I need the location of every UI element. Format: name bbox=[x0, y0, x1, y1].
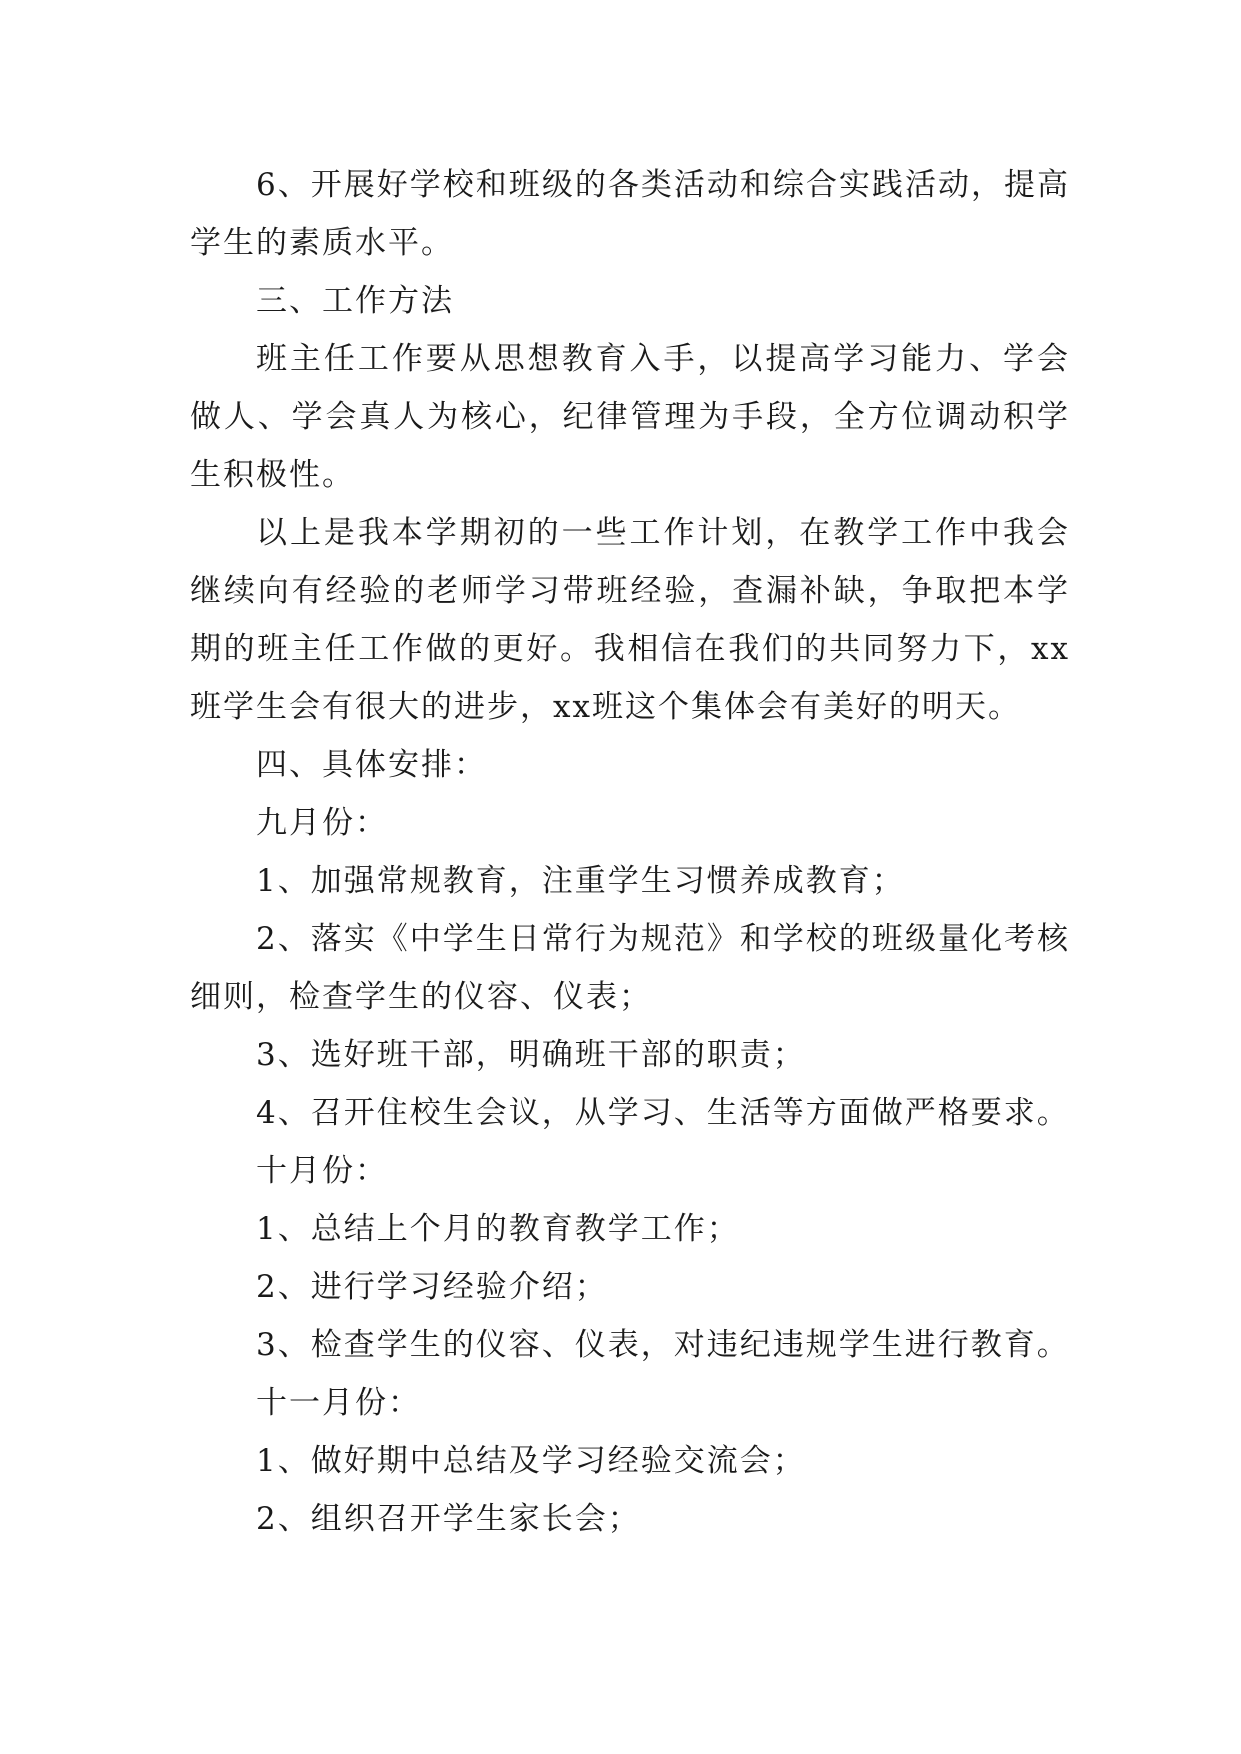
list-item: 1、总结上个月的教育教学工作； bbox=[256, 1211, 740, 1247]
heading-september: 九月份： bbox=[256, 805, 388, 841]
paragraph-activities: 6、开展好学校和班级的各类活动和综合实践活动，提高学生的素质水平。 bbox=[190, 167, 1070, 261]
heading-work-methods: 三、工作方法 bbox=[256, 283, 454, 319]
list-item: 3、检查学生的仪容、仪表，对违纪违规学生进行教育。 bbox=[256, 1327, 1070, 1363]
document-body bbox=[190, 156, 1070, 1548]
paragraph-methods: 班主任工作要从思想教育入手，以提高学习能力、学会做人、学会真人为核心，纪律管理为手段，全方位调动积学生积极性。 bbox=[190, 341, 1070, 493]
paragraph-conclusion: 以上是我本学期初的一些工作计划，在教学工作中我会继续向有经验的老师学习带班经验，查漏补缺，争取把本学期的班主任工作做的更好。我相信在我们的共同努力下，xx班学生会有很大的进步，xx班这个集体会有美好的明天。 bbox=[190, 515, 1070, 725]
list-item: 2、进行学习经验介绍； bbox=[256, 1269, 608, 1305]
list-item: 3、选好班干部，明确班干部的职责； bbox=[256, 1037, 806, 1073]
list-item: 2、落实《中学生日常行为规范》和学校的班级量化考核细则，检查学生的仪容、仪表； bbox=[190, 921, 1070, 1015]
list-item: 4、召开住校生会议，从学习、生活等方面做严格要求。 bbox=[256, 1095, 1070, 1131]
list-item: 1、加强常规教育，注重学生习惯养成教育； bbox=[256, 863, 905, 899]
heading-schedule: 四、具体安排： bbox=[256, 747, 487, 783]
list-item: 2、组织召开学生家长会； bbox=[256, 1501, 641, 1537]
heading-october: 十月份： bbox=[256, 1153, 388, 1189]
list-item: 1、做好期中总结及学习经验交流会； bbox=[256, 1443, 806, 1479]
heading-november: 十一月份： bbox=[256, 1385, 421, 1421]
